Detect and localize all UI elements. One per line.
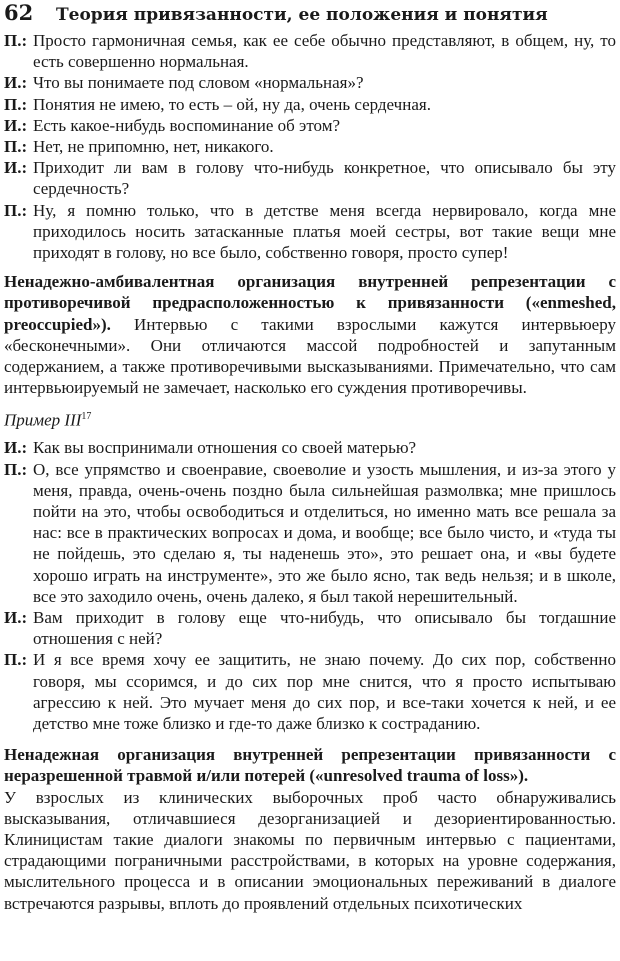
utterance-text: Как вы воспринимали отношения со своей матерью? [33,438,417,458]
dialog-turn [4,607,616,649]
page-body [4,30,616,914]
page-header [4,0,616,30]
section-text-ambivalent: Интервью с такими взрослыми кажутся интервьюеру «бесконечными». Они отличаются массой подробностей и запутанным содержанием, а также противоречивыми высказываниями. Примечательно, что сам интервьюируемый не замечает, насколько его суждения противоречивы. [4,314,616,398]
speaker-label: П.: [4,137,28,157]
dialog-turn [4,437,616,458]
speaker-label: И.: [4,438,28,458]
speaker-label: И.: [4,158,28,178]
dialog-turn [4,459,616,607]
utterance-text: Ну, я помню только, что в детстве меня всегда нервировало, когда мне приходилось носить затасканные платья моей сестры, вот такие вещи мне приходят в голову, но все было, собственно говоря, просто супер! [33,200,616,263]
book-page [4,0,616,914]
speaker-label: П.: [4,459,28,479]
dialog-turn [4,649,616,734]
speaker-label: П.: [4,94,28,114]
speaker-label: П.: [4,200,28,220]
running-head: Теория привязанности, ее положения и понятия [56,5,548,25]
speaker-label: И.: [4,73,28,93]
dialog-turn [4,72,616,93]
dialog-turn [4,157,616,199]
utterance-text: Нет, не припомню, нет, никакого. [33,137,274,157]
speaker-label: П.: [4,31,28,50]
section-heading-unresolved: Ненадежная организация внутренней репрезентации привязанности с неразрешенной травмой и/или потерей («unresolved trauma of loss»). [4,745,616,786]
utterance-text: Вам приходит в голову еще что-нибудь, что описывало бы тогдашние отношения с ней? [33,607,616,649]
speaker-label: И.: [4,607,28,627]
dialog-turn [4,94,616,115]
example-label [4,406,616,431]
page-number: 62 [4,0,34,25]
utterance-text: И я все время хочу ее защитить, не знаю почему. До сих пор, собственно говоря, мы ссоримся, и до сих пор мне снится, что я просто испытываю агрессию к ней. Это мучает меня до сих пор, и все-таки хочется к ней, и ее детство мне тоже близко и где-то даже близко к состраданию. [33,650,616,733]
speaker-label: И.: [4,115,28,135]
utterance-text: Приходит ли вам в голову что-нибудь конкретное, что описывало бы эту сердечность? [33,158,616,199]
interview-dialog-1 [4,30,616,263]
speaker-label: П.: [4,650,28,670]
utterance-text: Просто гармоничная семья, как ее себе обычно представляют, в общем, ну, то есть совершенно нормальная. [33,31,616,72]
dialog-turn [4,136,616,157]
footnote-marker[interactable]: 17 [81,411,92,423]
interview-dialog-2 [4,437,616,734]
utterance-text: Есть какое-нибудь воспоминание об этом? [33,115,341,135]
example-title: Пример III [4,411,82,431]
section-heading-ambivalent: Ненадежно-амбивалентная организация внутренней репрезентации с противоречивой предрасположенностью к привязанности («enmeshed, preoccupied»). [4,272,616,334]
utterance-text: Что вы понимаете под словом «нормальная»? [33,73,364,93]
section-ambivalent [4,271,616,398]
utterance-text: О, все упрямство и своенравие, своеволие и узость мышления, и из-за этого у меня, правда, очень-очень поздно была сильнейшая размолвка; мне пришлось пойти на это, чтобы освободиться и отделиться, но именно мать все решала за нас: все в практических вопросах и дома, и вообще; все было чисто, и «туда ты не пойдешь, это сделаю я, ты наденешь это», это решает она, и «вы будете хорошо играть на инструменте», это же было ясно, так ведь нельзя; и в школе, все это заходило очень, очень далеко, я был такой нерешительный. [33,459,616,606]
dialog-turn [4,30,616,72]
dialog-turn [4,200,616,264]
utterance-text: Понятия не имею, то есть – ой, ну да, очень сердечная. [33,94,431,114]
dialog-turn [4,115,616,136]
section-text-unresolved: У взрослых из клинических выборочных проб часто обнаруживались высказывания, отличавшиеся дезорганизацией и дезориентированностью. Клиницистам такие диалоги знакомы по первичным интервью с пациентами, страдающими пограничными расстройствами, в которых на уровне содержания, мыслительного процесса и в описании эмоциональных переживаний в диалоге встречаются разрывы, вплоть до проявлений отдельных психотических [4,787,616,913]
